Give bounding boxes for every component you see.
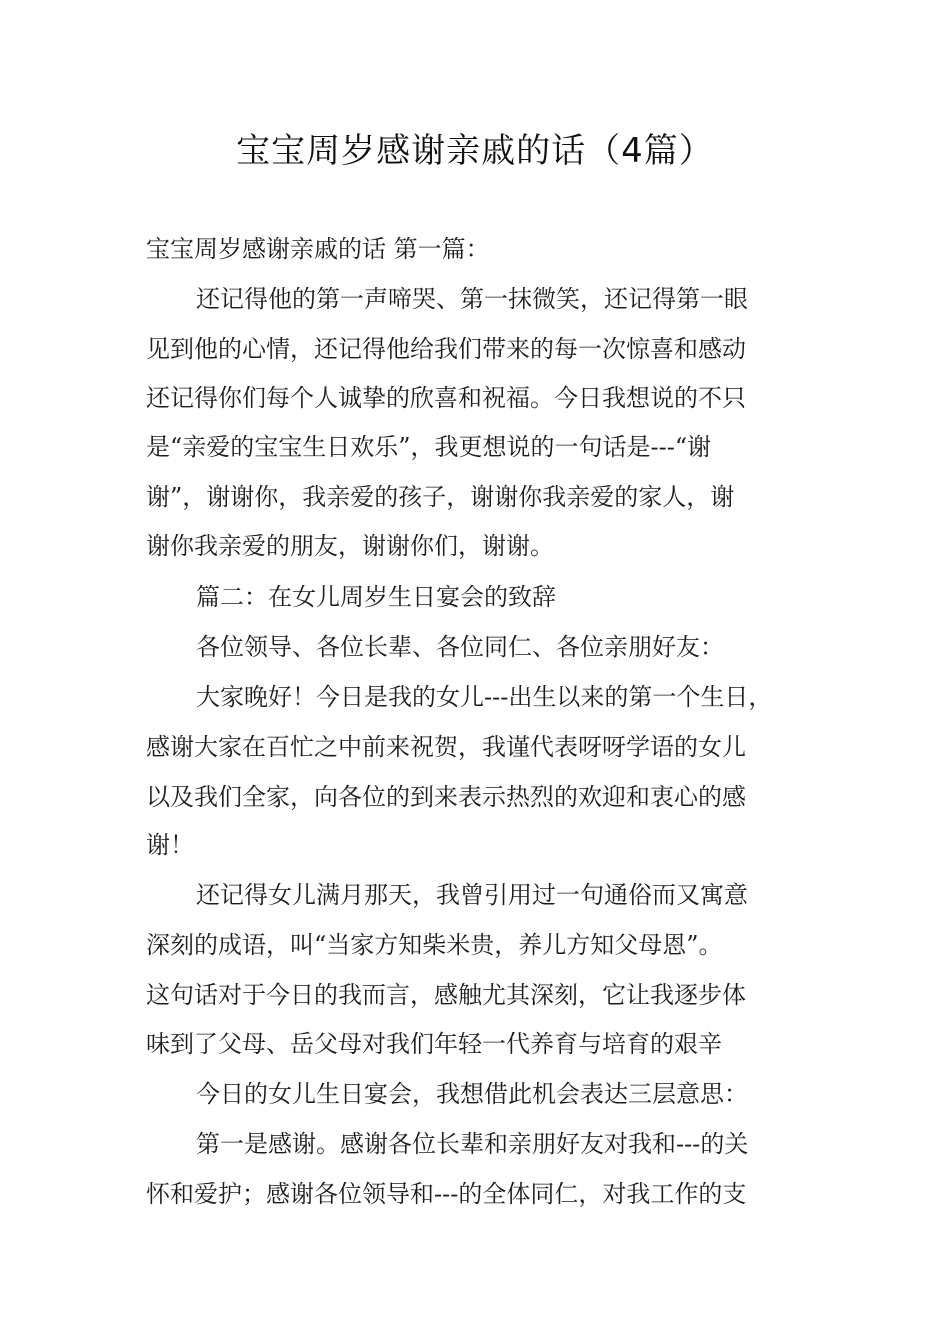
paragraph-line: 今日的女儿生日宴会，我想借此机会表达三层意思： xyxy=(196,1080,748,1108)
paragraph-line: 还记得他的第一声啼哭、第一抹微笑，还记得第一眼 xyxy=(196,285,748,313)
paragraph-line: 怀和爱护；感谢各位领导和---的全体同仁，对我工作的支 xyxy=(146,1180,747,1208)
paragraph-line: 以及我们全家，向各位的到来表示热烈的欢迎和衷心的感 xyxy=(146,783,746,811)
paragraph-line: 谢！ xyxy=(146,831,194,859)
paragraph-line: 味到了父母、岳父母对我们年轻一代养育与培育的艰辛 xyxy=(146,1030,722,1058)
paragraph-line: 还记得女儿满月那天，我曾引用过一句通俗而又寓意 xyxy=(196,881,748,909)
paragraph-line: 感谢大家在百忙之中前来祝贺，我谨代表呀呀学语的女儿 xyxy=(146,733,746,761)
paragraph-line: 第一是感谢。感谢各位长辈和亲朋好友对我和---的关 xyxy=(196,1130,749,1158)
paragraph-line: 谢”，谢谢你，我亲爱的孩子，谢谢你我亲爱的家人，谢 xyxy=(146,483,735,511)
paragraph-line: 见到他的心情，还记得他给我们带来的每一次惊喜和感动 xyxy=(146,335,746,363)
paragraph-line: 是“亲爱的宝宝生日欢乐”，我更想说的一句话是---“谢 xyxy=(146,433,712,461)
paragraph-line: 深刻的成语，叫“当家方知柴米贵，养儿方知父母恩”。 xyxy=(146,931,723,959)
paragraph-line: 还记得你们每个人诚挚的欣喜和祝福。今日我想说的不只 xyxy=(146,384,746,412)
document-title: 宝宝周岁感谢亲戚的话（4篇） xyxy=(236,131,714,171)
section-heading-1: 宝宝周岁感谢亲戚的话 第一篇： xyxy=(146,235,490,263)
greeting-line: 各位领导、各位长辈、各位同仁、各位亲朋好友： xyxy=(196,633,724,661)
section-heading-2: 篇二：在女儿周岁生日宴会的致辞 xyxy=(196,583,556,611)
paragraph-line: 大家晚好！今日是我的女儿---出生以来的第一个生日， xyxy=(196,683,773,711)
paragraph-line: 谢你我亲爱的朋友，谢谢你们，谢谢。 xyxy=(146,532,554,560)
paragraph-line: 这句话对于今日的我而言，感触尤其深刻，它让我逐步体 xyxy=(146,981,746,1009)
